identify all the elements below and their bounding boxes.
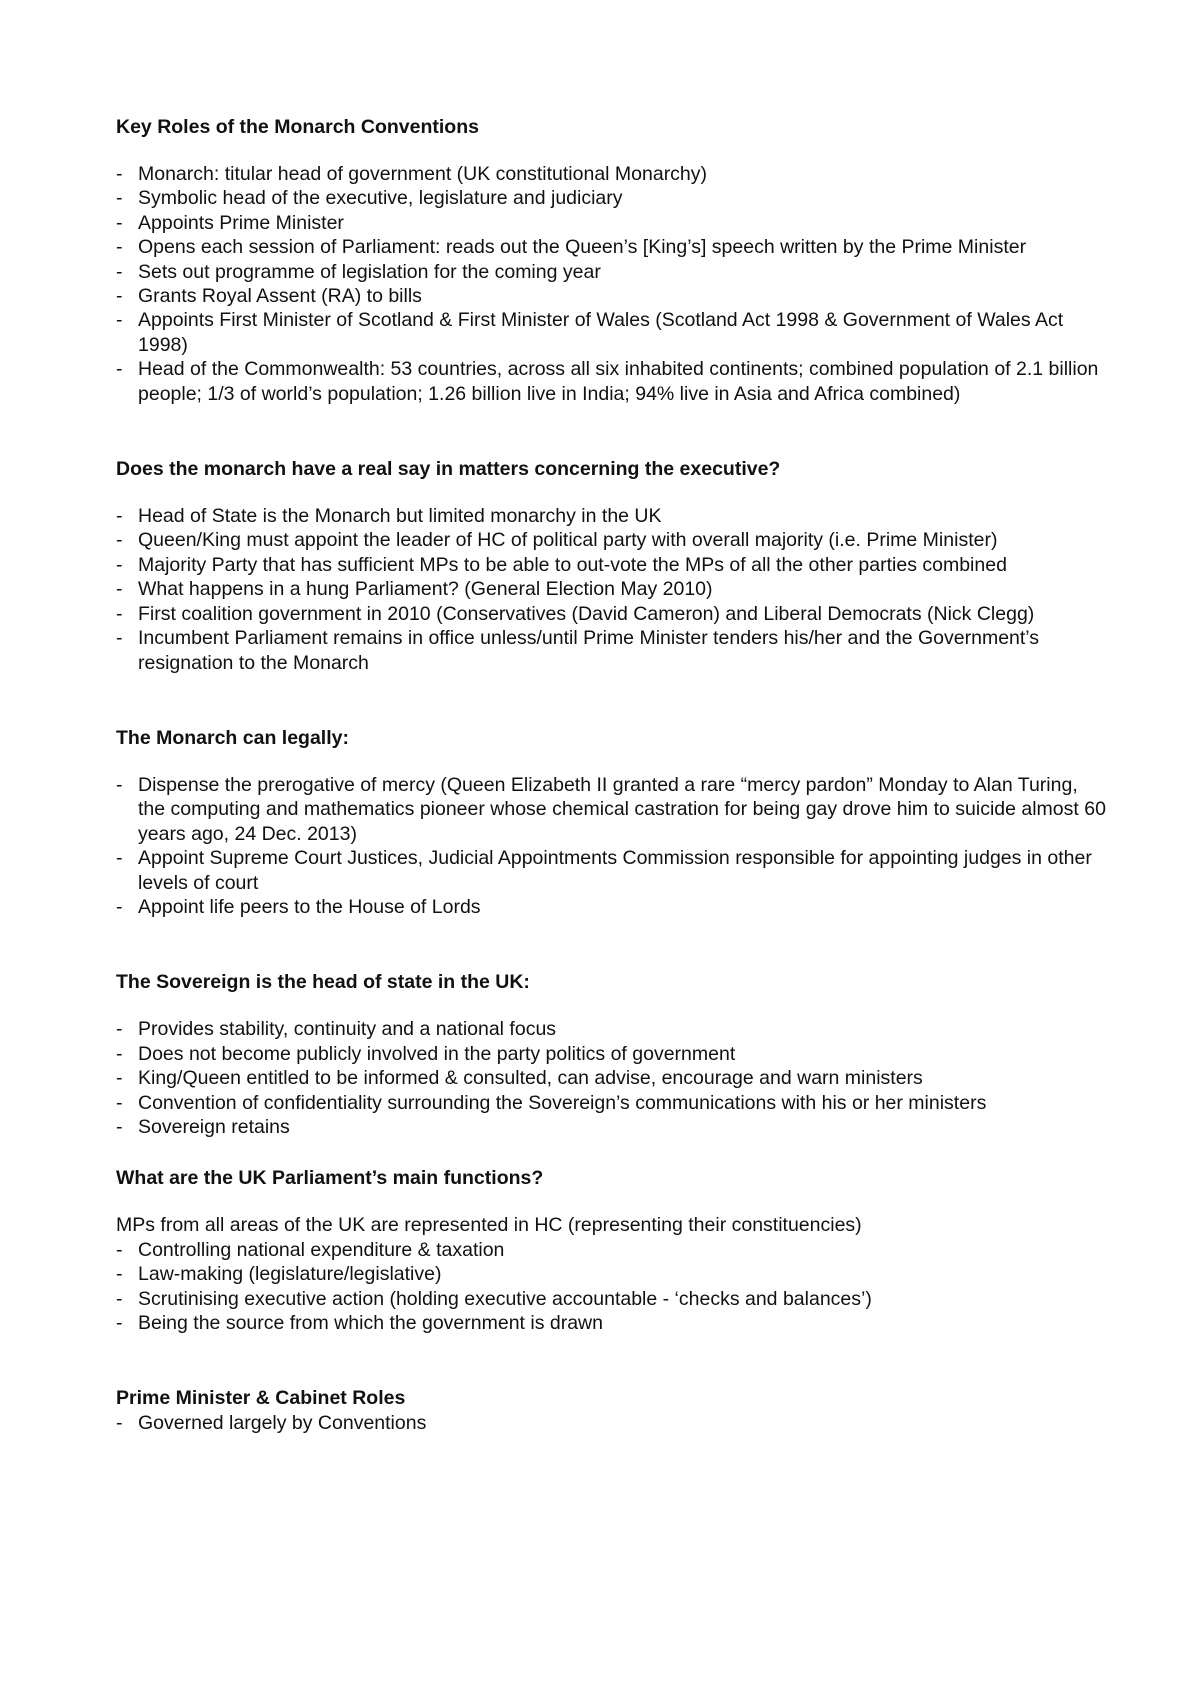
section-heading: Does the monarch have a real say in matters concerning the executive? (116, 458, 781, 481)
list-item: - Appoint life peers to the House of Lords (116, 895, 1106, 919)
list-item: - Does not become publicly involved in the party politics of government (116, 1042, 1106, 1066)
bullet-list (116, 504, 1106, 675)
list-item: - Controlling national expenditure & taxation (116, 1238, 1106, 1262)
list-item: - Symbolic head of the executive, legislature and judiciary (116, 186, 1106, 210)
list-item: - Incumbent Parliament remains in office unless/until Prime Minister tenders his/her and the Government’s resignation to the Monarch (116, 626, 1106, 675)
list-item: - Convention of confidentiality surrounding the Sovereign’s communications with his or her ministers (116, 1091, 1106, 1115)
list-item: - Opens each session of Parliament: reads out the Queen’s [King’s] speech written by the Prime Minister (116, 235, 1106, 259)
section-heading: The Monarch can legally: (116, 726, 349, 749)
section-heading: What are the UK Parliament’s main functions? (116, 1167, 544, 1190)
bullet-list (116, 1017, 1106, 1139)
list-item: - Being the source from which the government is drawn (116, 1311, 1106, 1335)
section-heading: The Sovereign is the head of state in the UK: (116, 971, 530, 994)
document-page (116, 114, 1106, 1436)
list-item: - Appoints Prime Minister (116, 211, 1106, 235)
list-item: - Scrutinising executive action (holding executive accountable - ‘checks and balances’) (116, 1287, 1106, 1311)
list-item: - Dispense the prerogative of mercy (Queen Elizabeth II granted a rare “mercy pardon” Monday to Alan Turing, the computing and mathematics pioneer whose chemical castration for being gay drove him to suicide almost 60 years ago, 24 Dec. 2013) (116, 773, 1106, 846)
list-item: - Governed largely by Conventions (116, 1411, 1106, 1435)
list-item: - Sets out programme of legislation for the coming year (116, 260, 1106, 284)
section-heading: Prime Minister & Cabinet Roles (116, 1387, 406, 1410)
list-item: - King/Queen entitled to be informed & consulted, can advise, encourage and warn ministers (116, 1066, 1106, 1090)
bullet-list (116, 1238, 1106, 1336)
list-item: - Majority Party that has sufficient MPs to be able to out-vote the MPs of all the other parties combined (116, 553, 1106, 577)
section-intro: MPs from all areas of the UK are represented in HC (representing their constituencies) (116, 1214, 862, 1237)
list-item: - Provides stability, continuity and a national focus (116, 1017, 1106, 1041)
bullet-list (116, 1411, 1106, 1435)
list-item: - Monarch: titular head of government (UK constitutional Monarchy) (116, 162, 1106, 186)
list-item: - First coalition government in 2010 (Conservatives (David Cameron) and Liberal Democrats (Nick Clegg) (116, 602, 1106, 626)
bullet-list (116, 162, 1106, 406)
list-item: - Appoints First Minister of Scotland & First Minister of Wales (Scotland Act 1998 & Government of Wales Act 1998) (116, 308, 1106, 357)
list-item: - Head of State is the Monarch but limited monarchy in the UK (116, 504, 1106, 528)
list-item: - What happens in a hung Parliament? (General Election May 2010) (116, 577, 1106, 601)
list-item: - Appoint Supreme Court Justices, Judicial Appointments Commission responsible for appointing judges in other levels of court (116, 846, 1106, 895)
list-item: - Grants Royal Assent (RA) to bills (116, 284, 1106, 308)
list-item: - Queen/King must appoint the leader of HC of political party with overall majority (i.e. Prime Minister) (116, 528, 1106, 552)
bullet-list (116, 773, 1106, 919)
section-heading: Key Roles of the Monarch Conventions (116, 116, 479, 138)
list-item: - Head of the Commonwealth: 53 countries, across all six inhabited continents; combined population of 2.1 billion people; 1/3 of world’s population; 1.26 billion live in India; 94% live in Asia and Africa combined) (116, 357, 1106, 406)
list-item: - Law-making (legislature/legislative) (116, 1262, 1106, 1286)
list-item: - Sovereign retains (116, 1115, 1106, 1139)
